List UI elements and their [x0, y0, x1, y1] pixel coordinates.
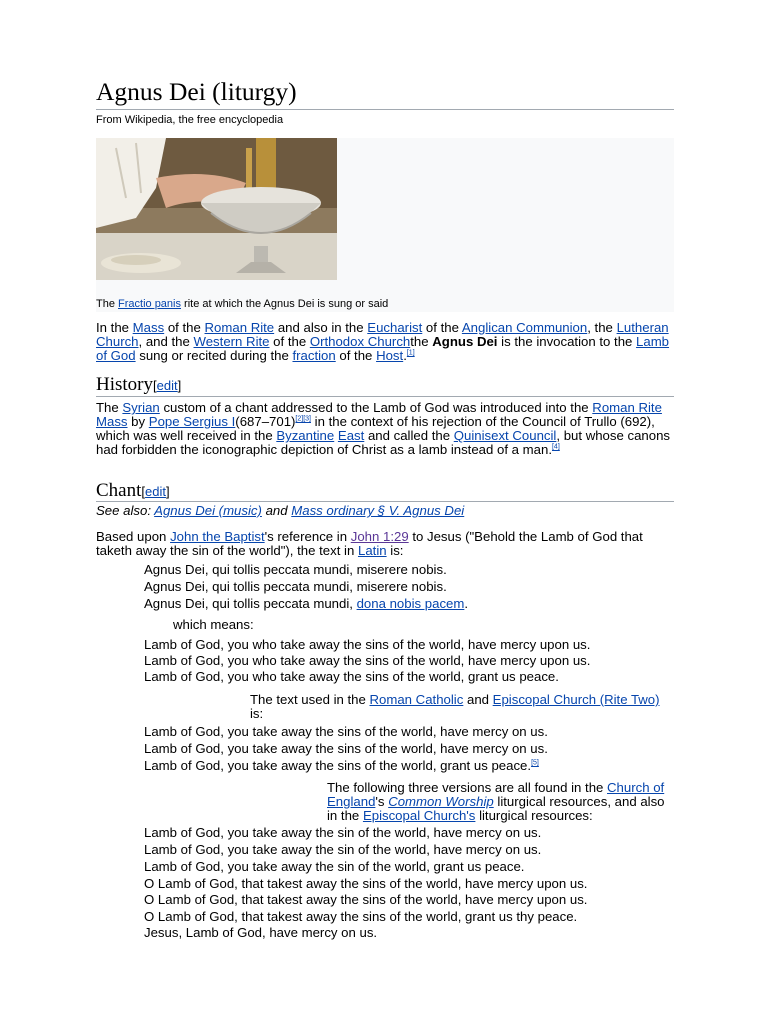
english-line: Lamb of God, you take away the sin of the world, have mercy on us.: [144, 825, 542, 840]
chant-paragraph: Based upon John the Baptist's reference in John 1:29 to Jesus ("Behold the Lamb of God that taketh away the sin of the world"), the text in Latin is:: [96, 529, 643, 558]
ref-2-3[interactable]: [2][3]: [295, 415, 311, 423]
title-divider: [96, 109, 674, 110]
english-line: Jesus, Lamb of God, have mercy on us.: [144, 925, 378, 940]
history-paragraph: The Syrian custom of a chant addressed to the Lamb of God was introduced into the Roman Rite Mass by Pope Sergius I(687–701)[2][3] in the context of his rejection of the Council of Trullo (692), which was well received in the Byzantine East and called the Quinisext Council, but whose canons had forbidden the iconographic depiction of Christ as a lamb instead of a man.[4]: [96, 400, 671, 457]
fractio-panis-photo: [96, 138, 337, 280]
link-latin[interactable]: Latin: [357, 543, 387, 558]
english-line: Lamb of God, you take away the sin of the world, have mercy on us.: [144, 842, 542, 857]
link-episcopal-church[interactable]: Episcopal Church's: [362, 808, 476, 823]
lead-figure: [96, 138, 674, 312]
link-host[interactable]: Host: [376, 348, 404, 363]
link-roman-rite[interactable]: Roman Rite: [204, 320, 275, 335]
link-east[interactable]: East: [337, 428, 365, 443]
link-syrian[interactable]: Syrian: [122, 400, 160, 415]
page-subtitle: From Wikipedia, the free encyclopedia: [96, 114, 284, 126]
link-john-1-29[interactable]: John 1:29: [350, 529, 409, 544]
link-orthodox-church[interactable]: Orthodox Church: [309, 334, 411, 349]
link-anglican-communion[interactable]: Anglican Communion: [461, 320, 588, 335]
latin-line: Agnus Dei, qui tollis peccata mundi, dona nobis pacem.: [144, 596, 469, 611]
english-line: Lamb of God, you who take away the sins of the world, have mercy upon us.: [144, 637, 591, 652]
ref-5[interactable]: [5]: [531, 759, 539, 767]
link-mass[interactable]: Mass: [132, 320, 165, 335]
link-fraction[interactable]: fraction: [292, 348, 336, 363]
link-quinisext-council[interactable]: Quinisext Council: [453, 428, 557, 443]
link-western-rite[interactable]: Western Rite: [193, 334, 270, 349]
figure-caption: The Fractio panis rite at which the Agnus Dei is sung or said: [96, 298, 389, 310]
ref-1[interactable]: [1]: [406, 349, 415, 357]
link-dona-nobis-pacem[interactable]: dona nobis pacem: [356, 596, 465, 611]
link-episcopal-rite-two[interactable]: Episcopal Church (Rite Two): [492, 692, 660, 707]
history-divider: [96, 396, 674, 397]
which-means-label: which means:: [173, 617, 254, 632]
link-church-of-england[interactable]: Church of England: [327, 780, 665, 809]
church-of-england-note: The following three versions are all found in the Church of England's Common Worship liturgical resources, and also in the Episcopal Church's liturgical resources:: [327, 780, 665, 823]
link-eucharist[interactable]: Eucharist: [367, 320, 423, 335]
english-line: Lamb of God, you take away the sins of the world, have mercy on us.: [144, 724, 548, 739]
history-heading: History[edit]: [96, 374, 182, 395]
english-line: O Lamb of God, that takest away the sins of the world, grant us thy peace.: [144, 909, 578, 924]
english-line: Lamb of God, you who take away the sins of the world, grant us peace.: [144, 669, 559, 684]
page-title: Agnus Dei (liturgy): [96, 77, 297, 106]
english-line: Lamb of God, you take away the sins of the world, grant us peace.[5]: [144, 758, 539, 773]
intro-paragraph: In the Mass of the Roman Rite and also in the Eucharist of the Anglican Communion, the Lutheran Church, and the Western Rite of the Orthodox Churchthe Agnus Dei is the invocation to the Lamb of God sung or recited during the fraction of the Host.[1]: [96, 320, 670, 363]
link-roman-catholic[interactable]: Roman Catholic: [369, 692, 464, 707]
english-line: O Lamb of God, that takest away the sins of the world, have mercy upon us.: [144, 876, 588, 891]
fractio-panis-link[interactable]: Fractio panis: [118, 298, 181, 310]
latin-line: Agnus Dei, qui tollis peccata mundi, miserere nobis.: [144, 579, 447, 594]
english-line: Lamb of God, you take away the sins of the world, have mercy on us.: [144, 741, 548, 756]
roman-catholic-note: The text used in the Roman Catholic and Episcopal Church (Rite Two) is:: [250, 692, 660, 721]
link-agnus-dei-music[interactable]: Agnus Dei (music): [154, 503, 262, 518]
link-common-worship[interactable]: Common Worship: [388, 794, 494, 809]
english-line: Lamb of God, you take away the sin of the world, grant us peace.: [144, 859, 525, 874]
link-byzantine[interactable]: Byzantine: [276, 428, 335, 443]
chant-heading: Chant[edit]: [96, 480, 170, 501]
link-pope-sergius[interactable]: Pope Sergius I: [148, 414, 236, 429]
link-mass-2[interactable]: Mass: [96, 414, 128, 429]
see-also-note: See also: Agnus Dei (music) and Mass ordinary § V. Agnus Dei: [96, 503, 465, 518]
english-line: O Lamb of God, that takest away the sins of the world, have mercy upon us.: [144, 892, 588, 907]
latin-line: Agnus Dei, qui tollis peccata mundi, miserere nobis.: [144, 562, 447, 577]
english-line: Lamb of God, you who take away the sins of the world, have mercy upon us.: [144, 653, 591, 668]
link-john-the-baptist[interactable]: John the Baptist: [170, 529, 265, 544]
history-edit-link[interactable]: edit: [156, 378, 178, 393]
link-roman-rite-2[interactable]: Roman Rite: [592, 400, 662, 415]
chant-divider: [96, 501, 674, 502]
link-lutheran-church[interactable]: Lutheran Church: [96, 320, 669, 349]
link-mass-ordinary[interactable]: Mass ordinary § V. Agnus Dei: [291, 503, 465, 518]
chant-edit-link[interactable]: edit: [145, 484, 166, 499]
ref-4[interactable]: [4]: [551, 443, 560, 451]
link-lamb-of-god[interactable]: Lamb of God: [96, 334, 670, 363]
